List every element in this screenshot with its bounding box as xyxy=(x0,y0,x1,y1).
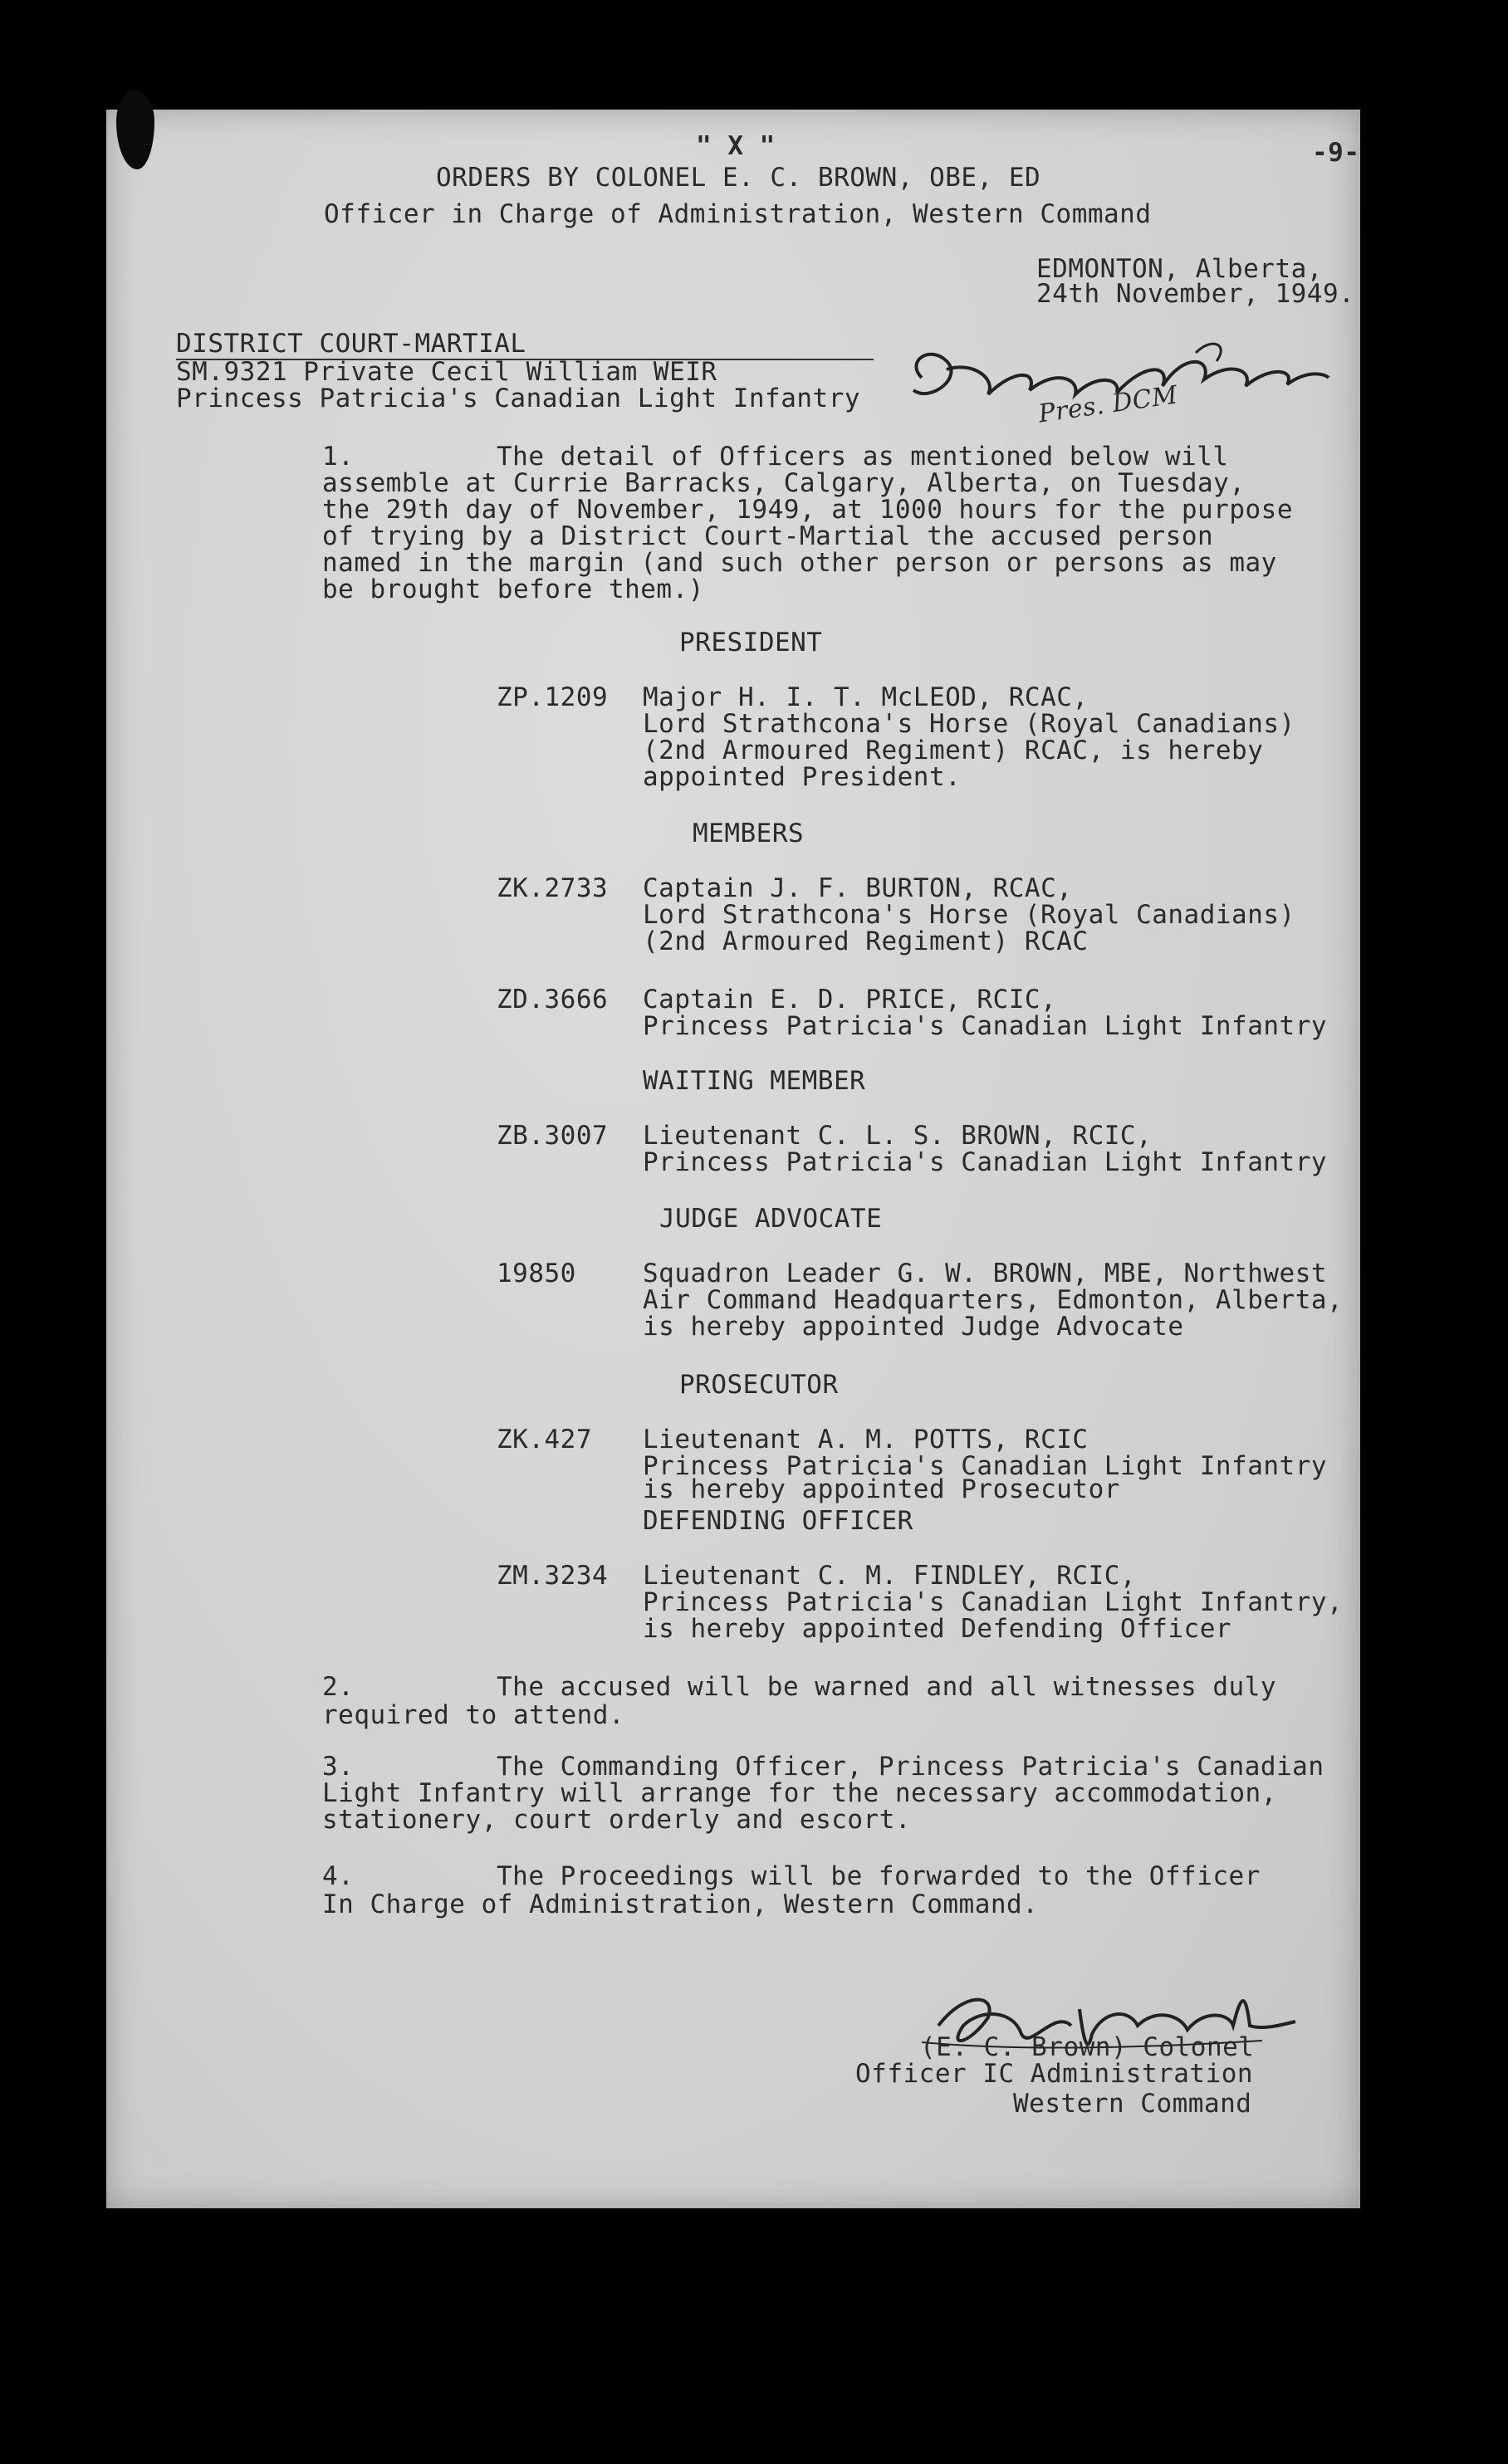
prosecutor-line: is hereby appointed Prosecutor xyxy=(643,1474,1120,1504)
members-heading: MEMBERS xyxy=(693,819,805,848)
orders-by-line: ORDERS BY COLONEL E. C. BROWN, OBE, ED xyxy=(436,163,1041,193)
waiting-member-number: ZB.3007 xyxy=(497,1121,609,1151)
paragraph-3-line: The Commanding Officer, Princess Patricia's Canadian xyxy=(497,1752,1324,1782)
paragraph-2-number: 2. xyxy=(322,1672,355,1702)
date-line: 24th November, 1949. xyxy=(1036,279,1355,309)
margin-title: DISTRICT COURT-MARTIAL xyxy=(176,329,526,359)
member-2-number: ZD.3666 xyxy=(497,985,609,1014)
paragraph-1-line: assemble at Currie Barracks, Calgary, Alberta, on Tuesday, xyxy=(322,468,1246,498)
defending-officer-line: Lieutenant C. M. FINDLEY, RCIC, xyxy=(643,1561,1137,1591)
prosecutor-line: Princess Patricia's Canadian Light Infantry xyxy=(643,1451,1328,1481)
member-1-number: ZK.2733 xyxy=(497,873,609,903)
defending-officer-heading: DEFENDING OFFICER xyxy=(643,1506,913,1536)
president-heading: PRESIDENT xyxy=(679,628,823,658)
paragraph-1-number: 1. xyxy=(322,442,355,472)
paragraph-2-line: The accused will be warned and all witnesses duly xyxy=(497,1672,1277,1702)
judge-advocate-number: 19850 xyxy=(497,1259,576,1288)
waiting-member-line: Princess Patricia's Canadian Light Infantry xyxy=(643,1147,1328,1177)
president-line: (2nd Armoured Regiment) RCAC, is hereby xyxy=(643,736,1264,765)
page-number: -9- xyxy=(1312,138,1360,168)
annotation-pres-dcm: Pres. DCM xyxy=(1036,380,1180,429)
paragraph-3-number: 3. xyxy=(322,1752,355,1782)
president-number: ZP.1209 xyxy=(497,682,609,712)
handwritten-annotation-signature xyxy=(897,328,1345,436)
paragraph-4-line: In Charge of Administration, Western Command. xyxy=(322,1890,1039,1919)
paragraph-4-number: 4. xyxy=(322,1861,355,1891)
place-line: EDMONTON, Alberta, xyxy=(1036,254,1323,284)
president-line: Lord Strathcona's Horse (Royal Canadians) xyxy=(643,709,1295,739)
prosecutor-line: Lieutenant A. M. POTTS, RCIC xyxy=(643,1425,1089,1454)
defending-officer-number: ZM.3234 xyxy=(497,1561,609,1591)
officer-in-charge-line: Officer in Charge of Administration, Western Command xyxy=(324,199,1152,229)
paragraph-2-line: required to attend. xyxy=(322,1700,625,1730)
defending-officer-line: is hereby appointed Defending Officer xyxy=(643,1614,1232,1644)
paragraph-3-line: stationery, court orderly and escort. xyxy=(322,1805,912,1835)
member-1-line: (2nd Armoured Regiment) RCAC xyxy=(643,926,1089,956)
member-1-line: Captain J. F. BURTON, RCAC, xyxy=(643,873,1073,903)
paragraph-3-line: Light Infantry will arrange for the necessary accommodation, xyxy=(322,1778,1277,1808)
waiting-member-line: Lieutenant C. L. S. BROWN, RCIC, xyxy=(643,1121,1153,1151)
judge-advocate-line: is hereby appointed Judge Advocate xyxy=(643,1312,1184,1342)
signature-command: Western Command xyxy=(1013,2089,1252,2119)
member-1-line: Lord Strathcona's Horse (Royal Canadians) xyxy=(643,900,1295,930)
paragraph-1-line: named in the margin (and such other person or persons as may xyxy=(322,548,1277,578)
margin-accused: SM.9321 Private Cecil William WEIR xyxy=(176,357,717,387)
paragraph-4-line: The Proceedings will be forwarded to the Officer xyxy=(497,1861,1261,1891)
judge-advocate-heading: JUDGE ADVOCATE xyxy=(659,1204,883,1234)
prosecutor-number: ZK.427 xyxy=(497,1425,592,1454)
paragraph-1-line: be brought before them.) xyxy=(322,574,704,604)
defending-officer-line: Princess Patricia's Canadian Light Infantry, xyxy=(643,1587,1344,1617)
margin-unit: Princess Patricia's Canadian Light Infantry xyxy=(176,384,861,413)
paragraph-1-line: The detail of Officers as mentioned below will xyxy=(497,442,1229,472)
paragraph-1-line: the 29th day of November, 1949, at 1000 hours for the purpose xyxy=(322,495,1293,525)
president-line: appointed President. xyxy=(643,762,962,792)
judge-advocate-line: Squadron Leader G. W. BROWN, MBE, Northwest xyxy=(643,1259,1328,1288)
signature-title: Officer IC Administration xyxy=(855,2059,1254,2089)
prosecutor-heading: PROSECUTOR xyxy=(679,1370,839,1400)
judge-advocate-line: Air Command Headquarters, Edmonton, Alberta, xyxy=(643,1285,1344,1315)
member-2-line: Captain E. D. PRICE, RCIC, xyxy=(643,985,1057,1014)
waiting-member-heading: WAITING MEMBER xyxy=(643,1066,866,1096)
paragraph-1-line: of trying by a District Court-Martial the accused person xyxy=(322,521,1214,551)
header-mark: " X " xyxy=(696,131,776,161)
president-line: Major H. I. T. McLEOD, RCAC, xyxy=(643,682,1089,712)
signature-name: (E. C. Brown) Colonel xyxy=(920,2032,1255,2062)
member-2-line: Princess Patricia's Canadian Light Infantry xyxy=(643,1011,1328,1041)
